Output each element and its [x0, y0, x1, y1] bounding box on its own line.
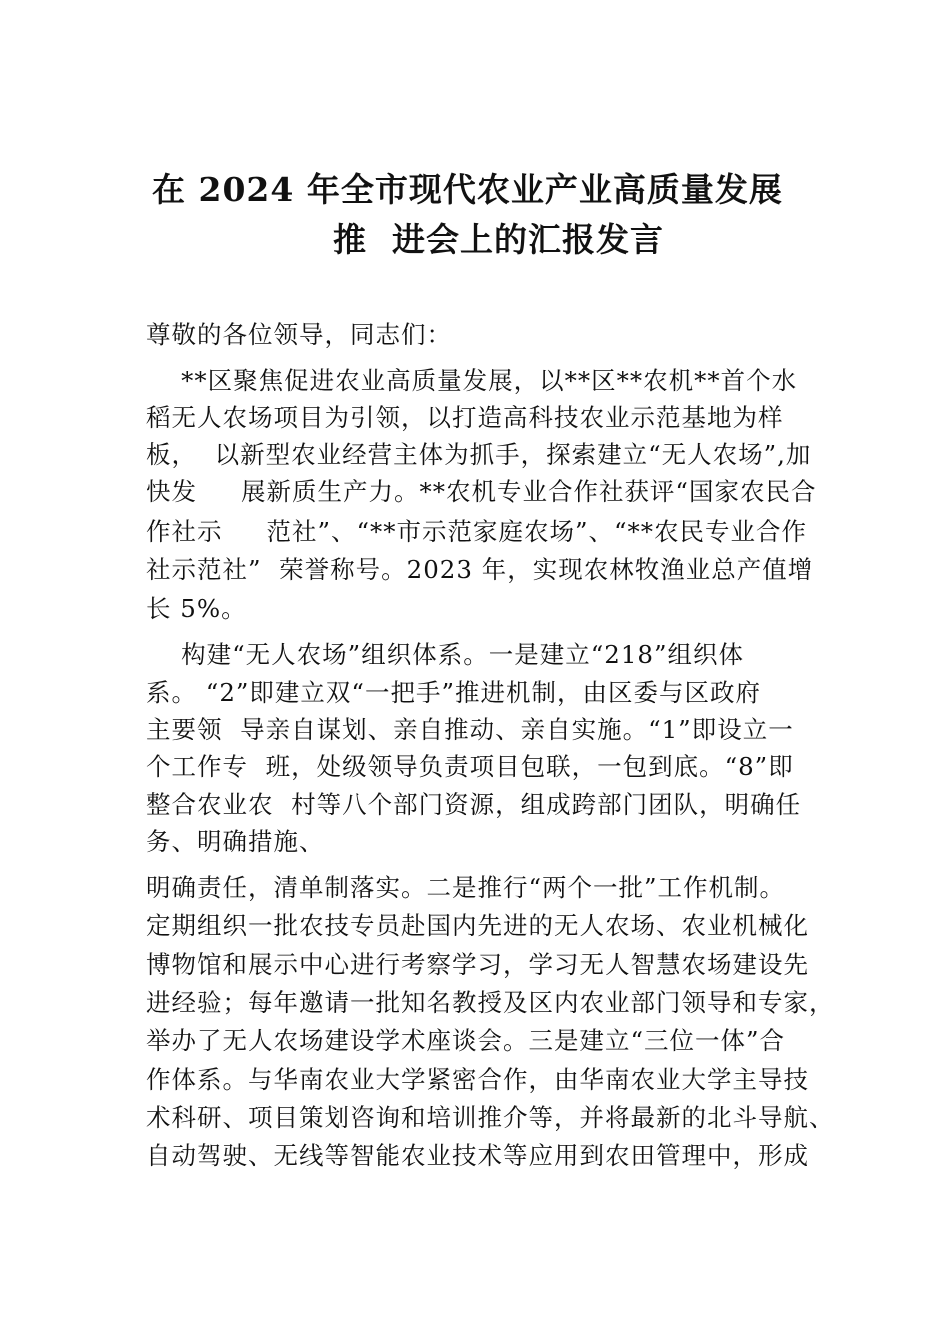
document-title-line-2: 推 进会上的汇报发言 [333, 220, 664, 259]
paragraph-line: 稻无人农场项目为引领，以打造高科技农业示范基地为样 [146, 403, 784, 432]
paragraph-line: 自动驾驶、无线等智能农业技术等应用到农田管理中，形成 [146, 1141, 809, 1170]
paragraph-line: **区聚焦促进农业高质量发展，以**区**农机**首个水 [146, 366, 798, 395]
paragraph-line: 构建“无人农场”组织体系。一是建立“218”组织体 [146, 640, 745, 669]
paragraph-line: 务、明确措施、 [146, 827, 325, 856]
salutation: 尊敬的各位领导，同志们： [146, 320, 452, 349]
paragraph-line: 长 5%。 [146, 594, 247, 623]
paragraph-line: 快发 展新质生产力。**农机专业合作社获评“国家农民合 [146, 477, 817, 506]
paragraph-line: 作社示 范社”、“**市示范家庭农场”、“**农民专业合作 [146, 517, 808, 546]
paragraph-line: 主要领 导亲自谋划、亲自推动、亲自实施。“1”即设立一 [146, 715, 794, 744]
paragraph-line: 术科研、项目策划咨询和培训推介等，并将最新的北斗导航、 [146, 1103, 835, 1132]
paragraph-line: 举办了无人农场建设学术座谈会。三是建立“三位一体”合 [146, 1026, 786, 1055]
paragraph-line: 板， 以新型农业经营主体为抓手，探索建立“无人农场”,加 [146, 440, 812, 469]
paragraph-line: 进经验；每年邀请一批知名教授及区内农业部门领导和专家， [146, 988, 835, 1017]
document-title-line-1: 在 2024 年全市现代农业产业高质量发展 [152, 170, 783, 209]
paragraph-line: 系。 “2”即建立双“一把手”推进机制，由区委与区政府 [146, 678, 761, 707]
paragraph-line: 博物馆和展示中心进行考察学习，学习无人智慧农场建设先 [146, 950, 809, 979]
paragraph-line: 明确责任，清单制落实。二是推行“两个一批”工作机制。 [146, 873, 786, 902]
paragraph-line: 作体系。与华南农业大学紧密合作，由华南农业大学主导技 [146, 1065, 809, 1094]
paragraph-line: 整合农业农 村等八个部门资源，组成跨部门团队，明确任 [146, 790, 802, 819]
paragraph-line: 定期组织一批农技专员赴国内先进的无人农场、农业机械化 [146, 911, 809, 940]
paragraph-line: 社示范社” 荣誉称号。2023 年，实现农林牧渔业总产值增 [146, 555, 814, 584]
paragraph-line: 个工作专 班，处级领导负责项目包联，一包到底。“8”即 [146, 752, 794, 781]
